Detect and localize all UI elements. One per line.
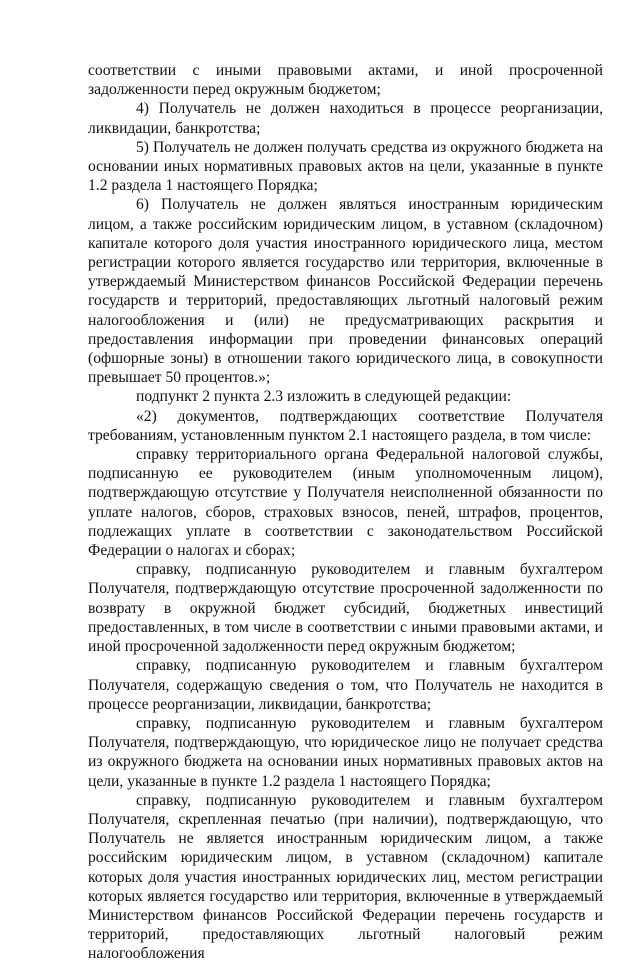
document-page	[88, 61, 603, 964]
paragraph-item-5: 5) Получатель не должен получать средства из окружного бюджета на основании иных нормативных правовых актов на цели, указанные в пункте 1.2 раздела 1 настоящего Порядка;	[88, 138, 603, 195]
paragraph-continuation: соответствии с иными правовыми актами, и иной просроченной задолженности перед окружным бюджетом;	[88, 62, 603, 99]
paragraph-debt-certificate: справку, подписанную руководителем и главным бухгалтером Получателя, подтверждающую отсутствие просроченной задолженности по возврату в окружной бюджет субсидий, бюджетных инвестиций предоставленных, в том числе в соответствии с иными правовыми актами, и иной просроченной задолженности перед окружным бюджетом;	[88, 561, 603, 656]
paragraph-item-6: 6) Получатель не должен являться иностранным юридическим лицом, а также российским юридическим лицом, в уставном (складочном) капитале которого доля участия иностранного юридического лица, местом регистрации которого является государство или территория, включенные в утверждаемый Министерством финансов Российской Федерации перечень государств и территорий, предоставляющих льготный налоговый режим налогообложения и (или) не предусматривающих раскрытия и предоставления информации при проведении финансовых операций (офшорные зоны) в отношении такого юридического лица, в совокупности превышает 50 процентов.»;	[88, 196, 603, 387]
paragraph-item-4: 4) Получатель не должен находиться в процессе реорганизации, ликвидации, банкротства;	[88, 100, 603, 137]
paragraph-tax-certificate: справку территориального органа Федеральной налоговой службы, подписанную ее руководителем (иным уполномоченным лицом), подтверждающую отсутствие у Получателя неисполненной обязанности по уплате налогов, сборов, страховых взносов, пеней, штрафов, процентов, подлежащих уплате в соответствии с законодательством Российской Федерации о налогах и сборах;	[88, 446, 603, 560]
paragraph-foreign-entity-certificate: справку, подписанную руководителем и главным бухгалтером Получателя, скрепленная печатью (при наличии), подтверждающую, что Получатель не является иностранным юридическим лицом, а также российским юридическим лицом, в уставном (складочном) капитале которых доля участия иностранных юридических лиц, местом регистрации которых является государство или территория, включенные в утверждаемый Министерством финансов Российской Федерации перечень государств и территорий, предоставляющих льготный налоговый режим налогообложения	[88, 791, 603, 963]
paragraph-amendment-instruction: подпункт 2 пункта 2.3 изложить в следующей редакции:	[136, 388, 512, 406]
paragraph-funding-certificate: справку, подписанную руководителем и главным бухгалтером Получателя, подтверждающую, что юридическое лицо не получает средства из окружного бюджета на основании иных нормативных правовых актов на цели, указанные в пункте 1.2 раздела 1 настоящего Порядка;	[88, 714, 603, 790]
paragraph-reorganization-certificate: справку, подписанную руководителем и главным бухгалтером Получателя, содержащую сведения о том, что Получатель не находится в процессе реорганизации, ликвидации, банкротства;	[88, 657, 603, 713]
paragraph-item-2-documents: «2) документов, подтверждающих соответствие Получателя требованиям, установленным пунктом 2.1 настоящего раздела, в том числе:	[88, 407, 603, 444]
